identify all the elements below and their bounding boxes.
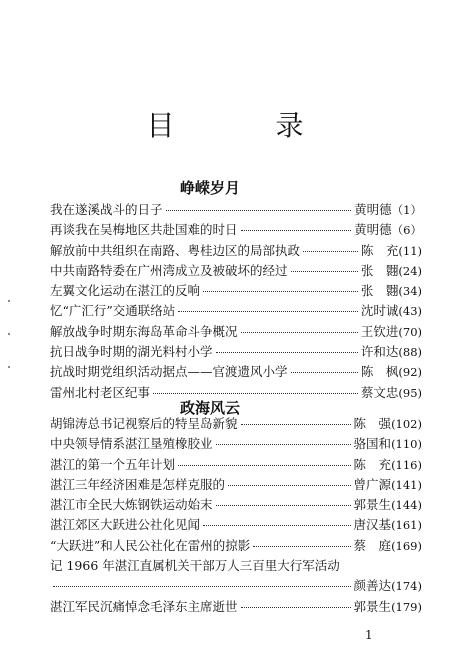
toc-entry[interactable] <box>50 455 422 475</box>
entry-author: 郭景生 <box>353 598 392 614</box>
entry-page: (34) <box>398 284 422 299</box>
leader-dots <box>178 311 358 312</box>
entry-author: 陈 充 <box>353 456 392 472</box>
toc-entry[interactable] <box>50 414 422 434</box>
leader-dots <box>53 586 351 587</box>
leader-dots <box>203 525 351 526</box>
leader-dots <box>253 546 350 547</box>
entry-page: (24) <box>398 263 422 278</box>
entry-title: 湛江市全民大炼钢铁运动始末 <box>50 497 213 513</box>
entry-title: 再谈我在吴梅地区共赴国难的时日 <box>50 222 238 238</box>
toc-entry[interactable] <box>50 261 422 281</box>
entry-page: (102) <box>391 417 422 431</box>
entry-title: 抗日战争时期的湖光料村小学 <box>50 344 213 360</box>
entry-page: （1） <box>391 203 422 217</box>
entry-page: （6） <box>391 223 422 238</box>
leader-dots <box>241 607 351 608</box>
entry-page: (179) <box>391 599 422 614</box>
entry-page: (95) <box>398 385 422 400</box>
entry-author: 黄明德 <box>354 222 392 238</box>
entry-page: (11) <box>398 243 422 258</box>
entry-page: (88) <box>398 345 422 360</box>
leader-dots <box>153 393 358 394</box>
entry-title: 解放战争时期东海岛革命斗争概况 <box>50 323 238 339</box>
entry-title: 湛江的第一个五年计划 <box>50 456 176 472</box>
leader-dots <box>241 424 351 425</box>
entry-page: (174) <box>391 579 422 594</box>
section-heading-1: 峥嵘岁月 <box>179 179 240 197</box>
entry-page: (70) <box>398 324 422 339</box>
toc-entry[interactable] <box>50 434 422 454</box>
page-title: 目 录 <box>146 109 350 142</box>
toc-list-section-1 <box>50 200 422 403</box>
entry-author: 曾广源 <box>353 476 392 492</box>
entry-author: 唐汉基 <box>353 517 392 533</box>
scan-edge-mark <box>8 366 10 368</box>
entry-title: “大跃进”和人民公社化在雷州的掠影 <box>50 537 251 553</box>
entry-author: 王钦进 <box>360 323 399 339</box>
scan-edge-mark <box>8 333 10 335</box>
entry-title: 胡锦涛总书记视察后的特呈岛新貌 <box>50 416 238 431</box>
entry-title: 忆“广汇行”交通联络站 <box>50 303 176 319</box>
toc-entry[interactable] <box>50 301 422 321</box>
entry-page: (43) <box>398 304 422 319</box>
entry-author: 许和达 <box>360 344 399 360</box>
toc-entry[interactable] <box>50 342 422 362</box>
entry-page: (144) <box>391 498 422 513</box>
toc-entry[interactable] <box>50 362 422 382</box>
entry-title: 左翼文化运动在湛江的反响 <box>50 283 201 299</box>
section-heading-2: 政海风云 <box>179 399 240 417</box>
entry-page: (161) <box>391 518 422 533</box>
entry-author: 黄明德 <box>354 202 392 217</box>
entry-title: 湛江郊区大跃进公社化见闻 <box>50 517 201 533</box>
entry-title: 中共南路特委在广州湾成立及被破坏的经过 <box>50 262 288 278</box>
leader-dots <box>241 332 358 333</box>
toc-entry[interactable] <box>50 515 422 535</box>
entry-author: 陈 充 <box>360 242 399 258</box>
entry-page: (169) <box>391 538 422 553</box>
entry-page: (116) <box>391 457 422 472</box>
entry-title: 我在遂溪战斗的日子 <box>50 202 163 217</box>
toc-entry[interactable] <box>50 556 422 597</box>
toc-entry[interactable] <box>50 220 422 240</box>
leader-dots <box>291 372 358 373</box>
leader-dots <box>216 352 358 353</box>
entry-author: 张 翾 <box>360 262 399 278</box>
entry-page: (92) <box>398 365 422 380</box>
toc-entry[interactable] <box>50 281 422 301</box>
leader-dots <box>228 485 351 486</box>
entry-title: 雷州北村老区纪事 <box>50 384 151 400</box>
leader-dots <box>241 230 352 231</box>
entry-author: 骆国和 <box>353 436 392 452</box>
entry-title: 湛江军民沉痛悼念毛泽东主席逝世 <box>50 598 238 614</box>
leader-dots <box>216 444 351 445</box>
entry-author: 蔡文忠 <box>360 384 399 400</box>
entry-page: (141) <box>391 477 422 492</box>
entry-title: 湛江三年经济困难是怎样克服的 <box>50 476 226 492</box>
entry-page: (110) <box>391 437 422 452</box>
entry-title: 中央领导情系湛江垦殖橡胶业 <box>50 436 213 452</box>
entry-author: 蔡 庭 <box>353 537 392 553</box>
toc-list-section-2 <box>50 414 422 617</box>
toc-entry[interactable] <box>50 200 422 220</box>
entry-author: 陈 强 <box>353 416 392 431</box>
entry-author: 沈时诚 <box>360 303 399 319</box>
toc-entry[interactable] <box>50 322 422 342</box>
entry-author: 张 翾 <box>360 283 399 299</box>
leader-dots <box>291 271 358 272</box>
toc-entry[interactable] <box>50 241 422 261</box>
page-number: 1 <box>365 628 373 642</box>
entry-title: 抗战时期党组织活动据点——官渡遗风小学 <box>50 364 288 380</box>
toc-entry[interactable] <box>50 597 422 617</box>
leader-dots <box>303 251 358 252</box>
leader-dots <box>203 291 358 292</box>
leader-dots <box>216 505 351 506</box>
entry-author: 颜善达 <box>353 578 392 594</box>
entry-title: 记 1966 年湛江直属机关干部万人三百里大行军活动 <box>50 558 340 574</box>
leader-dots <box>166 210 352 211</box>
toc-entry[interactable] <box>50 475 422 495</box>
scan-edge-mark <box>8 300 10 302</box>
toc-entry[interactable] <box>50 536 422 556</box>
entry-author: 陈 枫 <box>360 364 399 380</box>
toc-entry[interactable] <box>50 495 422 515</box>
entry-title: 解放前中共组织在南路、粤桂边区的局部执政 <box>50 242 301 258</box>
leader-dots <box>178 465 351 466</box>
entry-author: 郭景生 <box>353 497 392 513</box>
